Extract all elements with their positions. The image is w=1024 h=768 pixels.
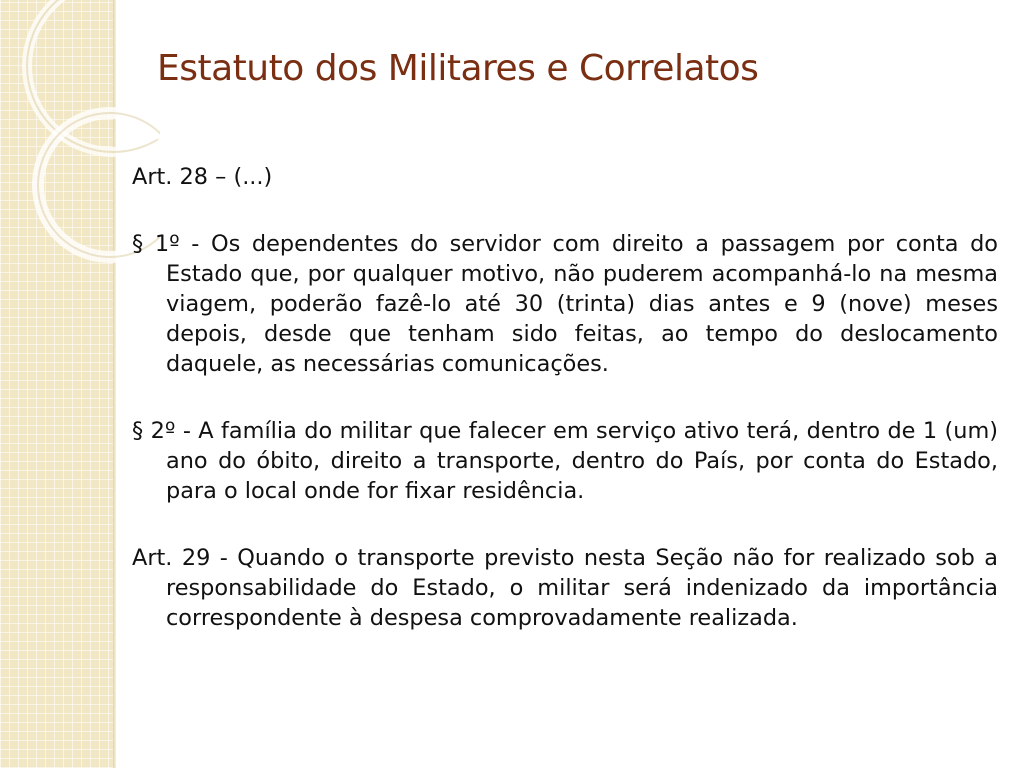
decorative-ring-large [27, 0, 160, 152]
decorative-ring-large-outline [27, 0, 160, 152]
article-29: Art. 29 - Quando o transporte previsto nesta Seção não for realizado sob a responsabilidade do Estado, o militar será indenizado da importância correspondente à despesa comprovadamente realizada. [132, 545, 998, 631]
slide-body [132, 162, 998, 633]
paragraph-1: § 1º - Os dependentes do servidor com direito a passagem por conta do Estado que, por qualquer motivo, não puderem acompanhá-lo na mesma viagem, poderão fazê-lo até 30 (trinta) dias antes e 9 (nove) meses depois, desde que tenham sido feitas, ao tempo do deslocamento daquele, as necessárias comunicações. [132, 231, 998, 377]
paragraph-2: § 2º - A família do militar que falecer em serviço ativo terá, dentro de 1 (um) ano do óbito, direito a transporte, dentro do País, por conta do Estado, para o local onde for fixar residência. [132, 418, 998, 504]
article-28-heading: Art. 28 – (...) [132, 164, 273, 190]
slide-title: Estatuto dos Militares e Correlatos [157, 48, 759, 89]
